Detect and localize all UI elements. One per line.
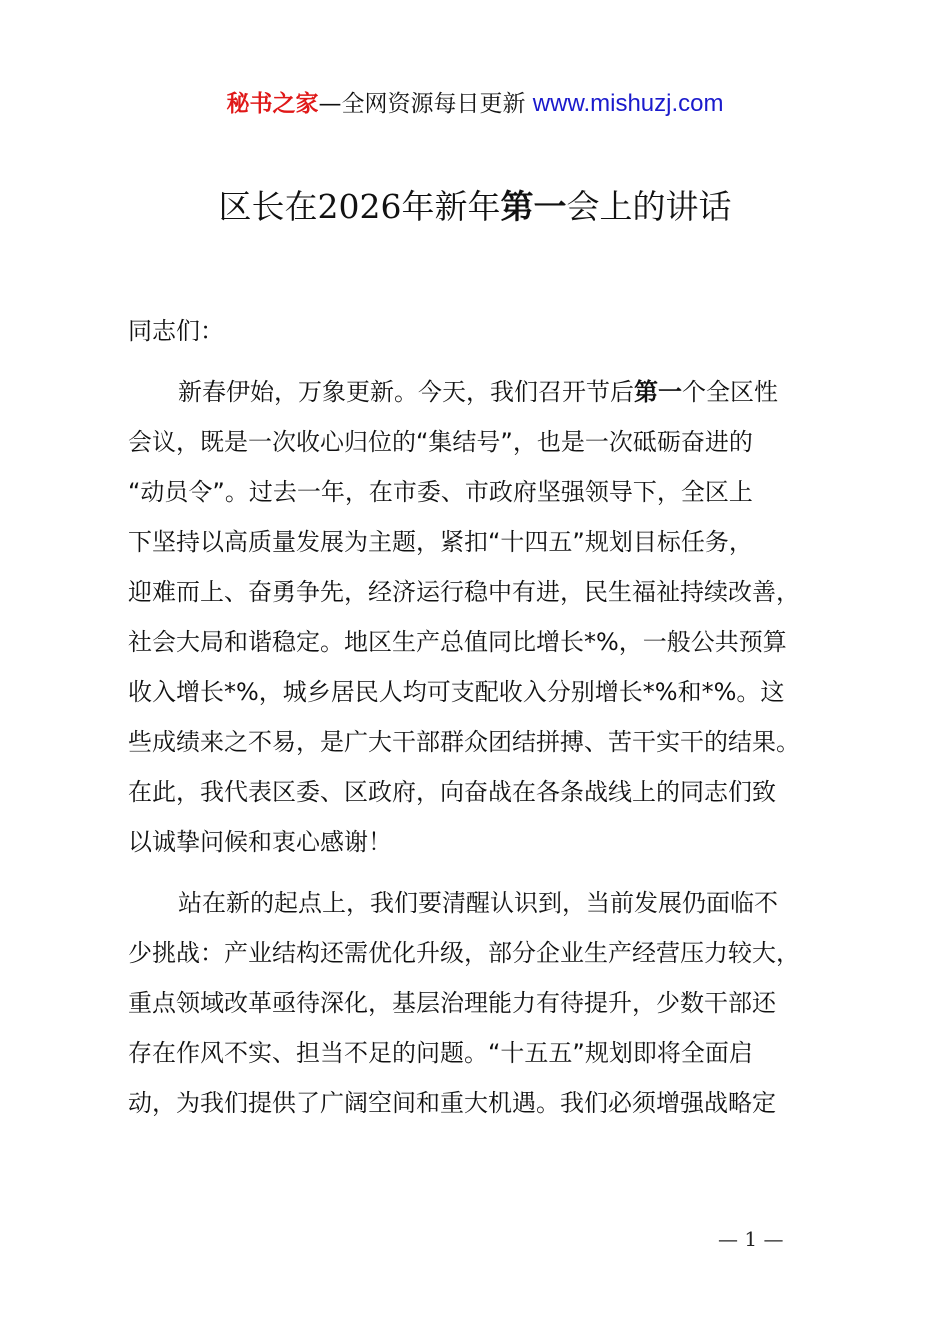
paragraph-2	[128, 878, 868, 1128]
paragraph-line: 收入增长*%，城乡居民人均可支配收入分别增长*%和*%。这	[128, 678, 785, 706]
title-part-2: 年新年	[401, 187, 501, 226]
paragraph-line: 存在作风不实、担当不足的问题。“十五五”规划即将全面启	[128, 1039, 753, 1067]
salutation: 同志们：	[128, 317, 224, 345]
page-number: — 1 —	[718, 1227, 784, 1251]
paragraph-line: 些成绩来之不易，是广大干部群众团结拼搏、苦干实干的结果。	[128, 728, 800, 756]
site-url-link[interactable]: www.mishuzj.com	[532, 90, 724, 117]
paragraph-line: 会议，既是一次收心归位的“集结号”，也是一次砥砺奋进的	[128, 428, 753, 456]
site-tagline: —全网资源每日更新	[318, 91, 526, 117]
paragraph-line: 动，为我们提供了广阔空间和重大机遇。我们必须增强战略定	[128, 1089, 776, 1117]
paragraph-1	[128, 367, 868, 867]
paragraph-line: 以诚挚问候和衷心感谢！	[128, 828, 392, 856]
paragraph-line: 在此，我代表区委、区政府，向奋战在各条战线上的同志们致	[128, 778, 776, 806]
bold-emphasis: 第一	[634, 378, 682, 406]
line-text: 新春伊始，万象更新。今天，我们召开节后	[178, 378, 634, 406]
paragraph-line: 下坚持以高质量发展为主题，紧扣“十四五”规划目标任务，	[128, 528, 753, 556]
paragraph-line	[128, 367, 868, 417]
paragraph-line: 少挑战：产业结构还需优化升级，部分企业生产经营压力较大，	[128, 939, 800, 967]
title-year: 2026	[317, 187, 402, 226]
paragraph-line: 站在新的起点上，我们要清醒认识到，当前发展仍面临不	[178, 889, 778, 917]
title-part-3: 会上的讲话	[566, 187, 732, 226]
paragraph-line: 社会大局和谐稳定。地区生产总值同比增长*%，一般公共预算	[128, 628, 787, 656]
paragraph-line: 重点领域改革亟待深化，基层治理能力有待提升，少数干部还	[128, 989, 776, 1017]
paragraph-line: 迎难而上、奋勇争先，经济运行稳中有进，民生福祉持续改善，	[128, 578, 800, 606]
site-brand: 秘书之家	[226, 91, 319, 117]
line-text: 个全区性	[682, 378, 778, 406]
title-part-1: 区长在	[218, 187, 318, 226]
document-title	[0, 186, 950, 228]
paragraph-line: “动员令”。过去一年，在市委、市政府坚强领导下，全区上	[128, 478, 753, 506]
title-bold-part: 第一	[500, 187, 567, 226]
site-header	[0, 88, 950, 120]
